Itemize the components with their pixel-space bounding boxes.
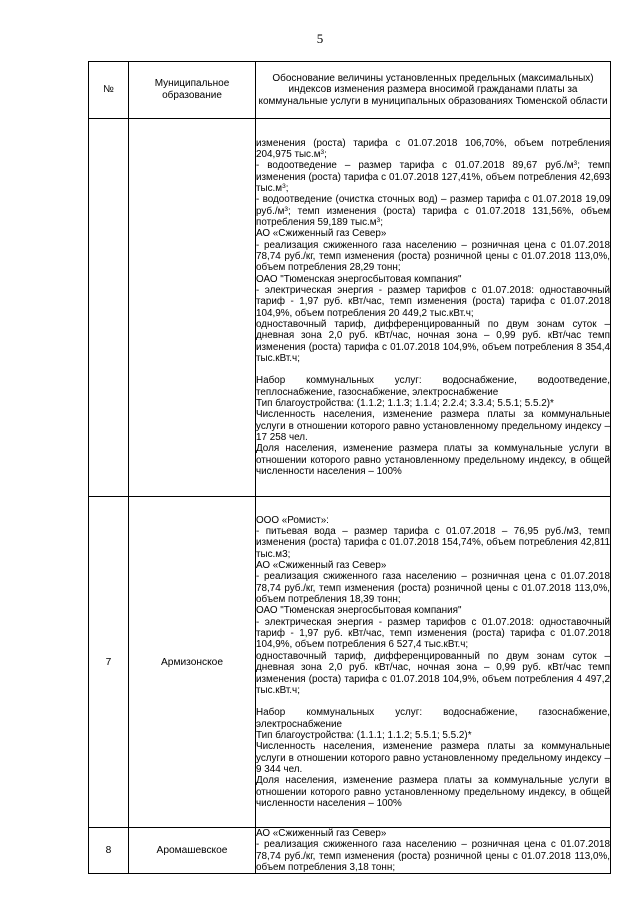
tariff-table [88,61,611,874]
row-justification [256,497,611,828]
justification-line: - водоотведение (очистка сточных вод) – размер тарифа с 01.07.2018 19,09 $руб./м^3$; темп изменения (роста) тарифа с 01.07.2018 131,56%, объем потребления 59,189 $тыс.м^3$; [256,194,610,228]
justification-line: АО «Сжиженный газ Север» [256,828,387,839]
table-row [89,119,611,497]
justification-line: одноставочный тариф, дифференцированный по двум зонам суток – дневная зона 2,0 руб. кВт/час, ночная зона – 0,99 руб. кВт/час темп изменения (роста) тарифа с 01.07.2018 104,9%, объем потребления 8 354,4 тыс.кВт.ч; [256,319,610,365]
justification-line: Набор коммунальных услуг: водоснабжение, водоотведение, теплоснабжение, газоснабжение, электроснабжение [256,375,610,398]
justification-line: Доля населения, изменение размера платы за коммунальные услуги в отношении которого равно установленному предельному индексу, в общей численности населения – 100% [256,775,610,809]
justification-line: - реализация сжиженного газа населению – розничная цена с 01.07.2018 78,74 руб./кг, темп изменения (роста) розничной цены с 01.07.2018 113,0%, объем потребления 3,18 тонн; [256,839,610,874]
justification-line [256,364,610,375]
page-number: 5 [316,31,324,46]
justification-line: - электрическая энергия - размер тарифов с 01.07.2018: одноставочный тариф - 1,97 руб. кВт/час, темп изменения (роста) тарифа с 01.07.2018 104,9%, объем потребления 20 449,2 тыс.кВт.ч; [256,284,610,319]
table-header-row [89,62,611,119]
row-number: 7 [89,497,129,828]
justification-line: АО «Сжиженный газ Север» [256,560,387,572]
row-justification [256,828,611,874]
row-municipality: Аромашевское [129,828,256,874]
justification-line: одноставочный тариф, дифференцированный по двум зонам суток – дневная зона 2,0 руб. кВт/час, ночная зона – 0,99 руб. кВт/час темп изменения (роста) тарифа с 01.07.2018 104,9%, объем потребления 4 497,2 тыс.кВт.ч; [256,650,610,696]
justification-line: Численность населения, изменение размера платы за коммунальные услуги в отношении которого равно установленному предельному индексу – 17 258 чел. [256,409,610,444]
justification-line: - реализация сжиженного газа населению – розничная цена с 01.07.2018 78,74 руб./кг, темп изменения (роста) розничной цены с 01.07.2018 113,0%, объем потребления 28,29 тонн; [256,239,610,274]
justification-line: АО «Сжиженный газ Север» [256,228,387,240]
row-municipality [129,119,256,497]
justification-line: - реализация сжиженного газа населению – розничная цена с 01.07.2018 78,74 руб./кг, темп изменения (роста) розничной цены с 01.07.2018 113,0%, объем потребления 18,39 тонн; [256,571,610,606]
justification-line: ООО «Ромист»: [256,514,329,526]
header-number: № [89,62,129,119]
justification-line: Тип благоустройства: (1.1.2; 1.1.3; 1.1.4; 2.2.4; 3.3.4; 5.5.1; 5.5.2)* [256,398,554,410]
header-municipality: Муниципальное образование [129,62,256,119]
row-number: 8 [89,828,129,874]
justification-line: изменения (роста) тарифа с 01.07.2018 106,70%, объем потребления 204,975 $тыс.м^3$; [256,137,610,160]
table-body [89,119,611,874]
justification-line: Набор коммунальных услуг: водоснабжение, газоснабжение, электроснабжение [256,707,610,730]
row-number [89,119,129,497]
table-row [89,828,611,874]
header-justification: Обоснование величины установленных предельных (максимальных) индексов изменения размера вносимой гражданами платы за коммунальные услуги в муниципальных образованиях Тюменской области [256,62,611,119]
justification-line: - электрическая энергия - размер тарифов с 01.07.2018: одноставочный тариф - 1,97 руб. кВт/час, темп изменения (роста) тарифа с 01.07.2018 104,9%, объем потребления 6 527,4 тыс.кВт.ч; [256,616,610,651]
justification-line: Численность населения, изменение размера платы за коммунальные услуги в отношении которого равно установленному предельному индексу – 9 344 чел. [256,741,610,775]
row-justification [256,119,611,497]
justification-line: - питьевая вода – размер тарифа с 01.07.2018 – 76,95 руб./м3, темп изменения (роста) тарифа с 01.07.2018 154,74%, объем потребления 42,811 тыс.м3; [256,526,610,560]
justification-line: Тип благоустройства: (1.1.1; 1.1.2; 5.5.1; 5.5.2)* [256,729,472,741]
table-row [89,497,611,828]
justification-line: Доля населения, изменение размера платы за коммунальные услуги в отношении которого равно установленному предельному индексу, в общей численности населения – 100% [256,443,610,478]
justification-line: - водоотведение – размер тарифа с 01.07.2018 89,67 $руб./м^3$; темп изменения (роста) тарифа с 01.07.2018 127,41%, объем потребления 42,693 $тыс.м^3$; [256,160,610,194]
justification-line: ОАО "Тюменская энергосбытовая компания" [256,605,462,617]
justification-line: ОАО "Тюменская энергосбытовая компания" [256,273,462,285]
justification-line [256,696,610,707]
row-municipality: Армизонское [129,497,256,828]
